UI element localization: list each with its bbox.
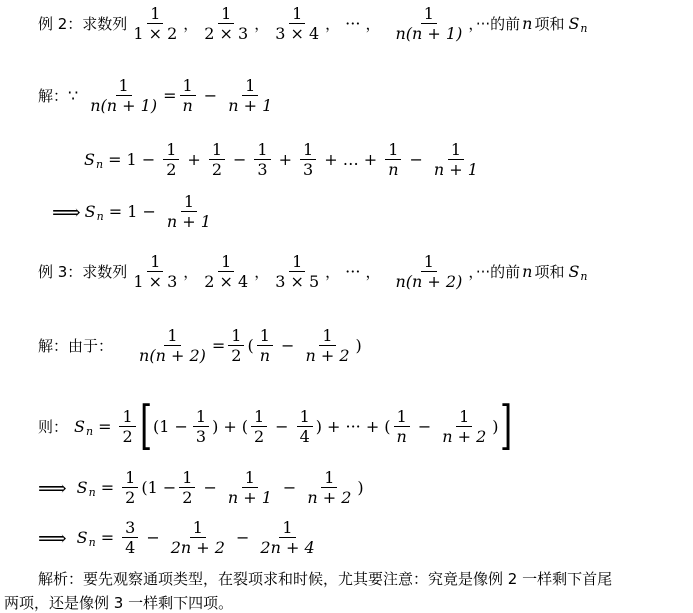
solution-2-sum: S n = 1 − $\frac{1}{2}$ + $\frac{1}{2}$ − $\frac{1}{3}$ + $\frac{1}{3}$ + … + $\frac{1}{n}$ − $\frac{1}{n + 1}$ xyxy=(84,140,478,179)
solution-3-result: ⟹ S n = $\frac{3}{4}$ − $\frac{1}{2n + 2}$ − $\frac{1}{2n + 4}$ xyxy=(38,518,315,557)
fraction-term-2: $\frac{1}{2 \times 3}$ xyxy=(204,4,249,43)
analysis-line-1: 解析：要先观察通项类型，在裂项求和时候，尤其要注意：究竟是像例 2 一样剩下首尾 xyxy=(38,570,613,588)
analysis-line-2: 两项，还是像例 3 一样剩下四项。 xyxy=(4,594,234,612)
example-2-statement: 例 2：求数列 $\frac{1}{1 \times 2}$ ， $\frac{1}{2 \times 3}$ ， $\frac{1}{3 \times 4}$ ， ··· ， $\frac{1}{n(n + 1)}$ ，···的前 n 项和 S n xyxy=(38,4,588,43)
example-3-label: 例 3：求数列 xyxy=(38,263,128,281)
solution-3-step: ⟹ S n = $\frac{1}{2}$ (1 − $\frac{1}{2}$ − $\frac{1}{n + 1}$ − $\frac{1}{n + 2}$ ) xyxy=(38,468,364,507)
example-2-label: 例 2：求数列 xyxy=(38,15,128,33)
solution-2-identity: 解： ∵ $\frac{1}{n(n + 1)}$ = $\frac{1}{n}$ − $\frac{1}{n + 1}$ xyxy=(38,76,273,115)
example-3-statement: 例 3：求数列 $\frac{1}{1 \times 3}$ ， $\frac{1}{2 \times 4}$ ， $\frac{1}{3 \times 5}$ ， ··· ， $\frac{1}{n(n + 2)}$ ，···的前 n 项和 S n xyxy=(38,252,588,291)
fraction-term-1: $\frac{1}{1 \times 2}$ xyxy=(133,4,178,43)
fraction-term-3: $\frac{1}{3 \times 4}$ xyxy=(275,4,320,43)
solution-3-identity: 解：由于： $\frac{1}{n(n + 2)}$ = $\frac{1}{2}$ ( $\frac{1}{n}$ − $\frac{1}{n + 2}$ ) xyxy=(38,326,362,365)
solution-3-sum: 则： S n = $\frac{1}{2}$ [ (1 − $\frac{1}{3}$ ) + ( $\frac{1}{2}$ − $\frac{1}{4}$ ) + ··· + ( $\frac{1}{n}$ − $\frac{1}{n + 2}$ ) ] xyxy=(38,396,512,456)
solution-2-result: ⟹ S n = 1 − $\frac{1}{n + 1}$ xyxy=(52,192,211,231)
fraction-term-n: $\frac{1}{n(n + 1)}$ xyxy=(395,4,463,43)
